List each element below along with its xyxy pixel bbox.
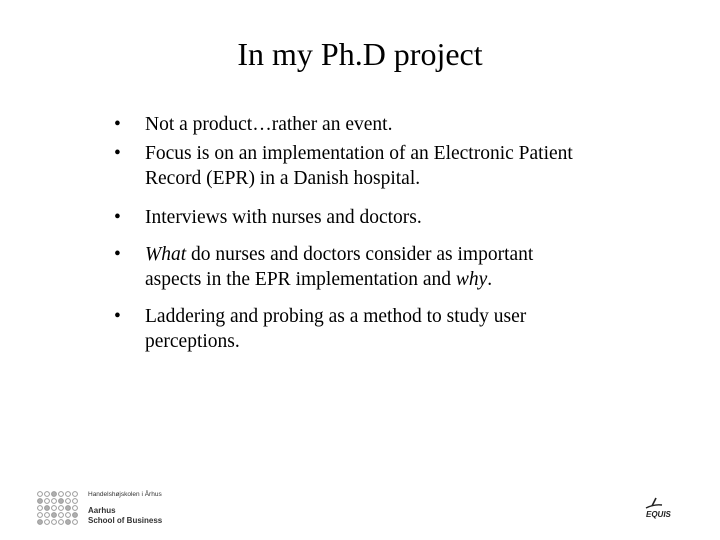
dot-grid-logo-icon xyxy=(36,490,82,526)
equis-label: EQUIS xyxy=(646,510,671,519)
bullet-item xyxy=(114,242,584,292)
emphasis-why: why xyxy=(455,269,488,290)
bullet-text: do nurses and doctors consider as important aspects in the EPR implementation and xyxy=(145,244,534,290)
school-name-english: School of Business xyxy=(88,515,163,525)
bullet-item: • Focus is on an implementation of an Electronic Patient Record (EPR) in a Danish hospital. xyxy=(114,141,584,191)
emphasis-what: What xyxy=(145,244,187,265)
school-logo xyxy=(36,490,186,528)
bullet-item: • Interviews with nurses and doctors. xyxy=(114,205,584,230)
bullet-item: • Laddering and probing as a method to study user perceptions. xyxy=(114,304,584,354)
school-logo-text xyxy=(88,490,162,525)
school-name-danish: Handelshøjskolen i Århus xyxy=(88,491,162,498)
equis-logo xyxy=(642,494,692,530)
slide-title: In my Ph.D project xyxy=(237,36,483,72)
bullet-item: • Not a product…rather an event. xyxy=(114,112,584,137)
bullet-text-end: . xyxy=(487,269,493,290)
bullet-list xyxy=(114,112,584,354)
school-name-city: Aarhus xyxy=(88,506,116,515)
